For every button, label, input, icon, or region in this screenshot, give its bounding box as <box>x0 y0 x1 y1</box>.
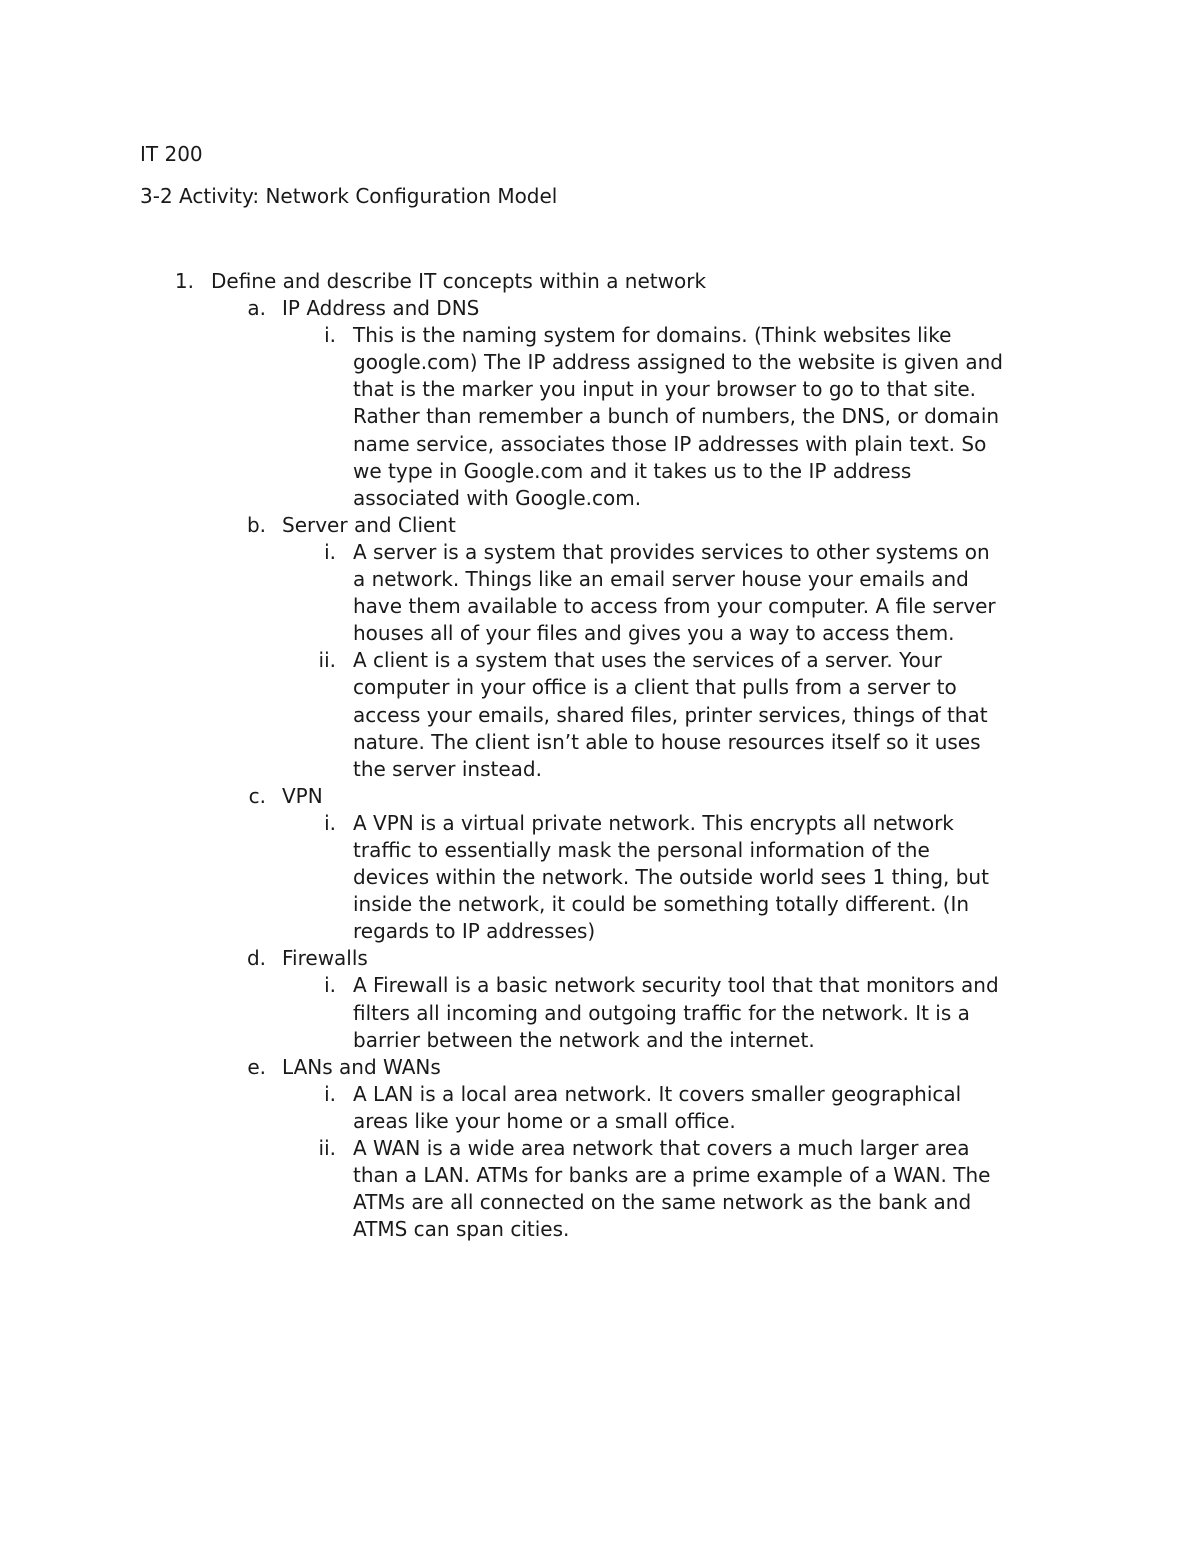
paragraph-line <box>0 1162 1200 1189</box>
paragraph-line <box>0 566 1200 593</box>
outline-subitem <box>0 295 1200 322</box>
paragraph-line <box>0 864 1200 891</box>
paragraph-line <box>0 1000 1200 1027</box>
paragraph-line <box>0 1081 1200 1108</box>
paragraph-text: areas like your home or a small office. <box>353 1108 736 1133</box>
paragraph-line <box>0 376 1200 403</box>
outline-point <box>0 810 1200 945</box>
paragraph-text: the server instead. <box>353 756 542 781</box>
paragraph-line <box>0 431 1200 458</box>
paragraph-line <box>0 485 1200 512</box>
outline-subitem <box>0 945 1200 972</box>
paragraph-line <box>0 322 1200 349</box>
paragraph-text: barrier between the network and the internet. <box>353 1027 815 1052</box>
paragraph-line <box>0 403 1200 430</box>
paragraph-text: A VPN is a virtual private network. This encrypts all network <box>353 810 954 835</box>
paragraph-text: we type in Google.com and it takes us to the IP address <box>353 458 912 483</box>
paragraph-line <box>0 1135 1200 1162</box>
paragraph-line <box>0 539 1200 566</box>
paragraph-text: Rather than remember a bunch of numbers, the DNS, or domain <box>353 404 1000 429</box>
outline-point <box>0 647 1200 782</box>
paragraph-text: houses all of your files and gives you a way to access them. <box>353 621 955 646</box>
paragraph-text: ATMS can span cities. <box>353 1217 570 1242</box>
outline-point <box>0 539 1200 647</box>
paragraph-text: than a LAN. ATMs for banks are a prime example of a WAN. The <box>353 1163 991 1188</box>
paragraph-text: A LAN is a local area network. It covers smaller geographical <box>353 1081 962 1106</box>
paragraph-text: google.com) The IP address assigned to the website is given and <box>353 350 1003 375</box>
outline-point <box>0 1135 1200 1243</box>
paragraph-text: name service, associates those IP addresses with plain text. So <box>353 431 987 456</box>
paragraph-line <box>0 702 1200 729</box>
outline-item-1-label: Define and describe IT concepts within a network <box>211 269 707 293</box>
paragraph-text: filters all incoming and outgoing traffic for the network. It is a <box>353 1000 970 1025</box>
course-code: IT 200 <box>140 142 203 166</box>
paragraph-line <box>0 1216 1200 1243</box>
list-marker: i. <box>324 810 336 835</box>
paragraph-text: computer in your office is a client that pulls from a server to <box>353 675 957 700</box>
outline-subitem-label: IP Address and DNS <box>282 296 480 321</box>
paragraph-text: A client is a system that uses the services of a server. Your <box>353 648 942 673</box>
outline-subitem <box>0 512 1200 539</box>
paragraph-line <box>0 674 1200 701</box>
paragraph-text: regards to IP addresses) <box>353 919 596 944</box>
paragraph-line <box>0 891 1200 918</box>
assignment-title: 3-2 Activity: Network Configuration Model <box>140 184 558 208</box>
list-marker: 1. <box>174 269 194 293</box>
outline-item-1 <box>0 268 1200 295</box>
outline-list <box>0 268 1200 1243</box>
paragraph-text: have them available to access from your computer. A file server <box>353 594 996 619</box>
paragraph-text: associated with Google.com. <box>353 485 642 510</box>
list-marker: ii. <box>318 1136 336 1160</box>
paragraph-line <box>0 593 1200 620</box>
list-marker: d. <box>246 946 266 971</box>
paragraph-line <box>0 729 1200 756</box>
paragraph-line <box>0 1108 1200 1135</box>
outline-subitem-label: VPN <box>282 783 323 808</box>
list-marker: i. <box>324 973 336 998</box>
paragraph-text: inside the network, it could be something totally different. (In <box>353 892 970 917</box>
outline-sections <box>0 295 1200 1243</box>
list-marker: c. <box>248 783 266 808</box>
outline-subitem <box>0 783 1200 810</box>
paragraph-text: nature. The client isn’t able to house resources itself so it uses <box>353 729 981 754</box>
outline-subitem <box>0 1054 1200 1081</box>
paragraph-text: devices within the network. The outside world sees 1 thing, but <box>353 865 989 890</box>
paragraph-line <box>0 620 1200 647</box>
outline-subitem-label: Server and Client <box>282 512 456 537</box>
paragraph-text: This is the naming system for domains. (Think websites like <box>353 323 952 348</box>
paragraph-text: A WAN is a wide area network that covers a much larger area <box>353 1136 970 1160</box>
paragraph-text: A server is a system that provides services to other systems on <box>353 539 990 564</box>
list-marker: b. <box>246 512 266 537</box>
list-marker: ii. <box>318 648 336 673</box>
outline-point <box>0 972 1200 1053</box>
paragraph-line <box>0 810 1200 837</box>
paragraph-line <box>0 972 1200 999</box>
outline-subitem-label: Firewalls <box>282 946 368 971</box>
paragraph-line <box>0 1189 1200 1216</box>
list-marker: a. <box>247 296 266 321</box>
outline-point <box>0 1081 1200 1135</box>
list-marker: i. <box>324 539 336 564</box>
paragraph-line <box>0 756 1200 783</box>
paragraph-text: A Firewall is a basic network security tool that that monitors and <box>353 973 999 998</box>
paragraph-line <box>0 1027 1200 1054</box>
paragraph-text: a network. Things like an email server house your emails and <box>353 567 969 592</box>
paragraph-text: access your emails, shared files, printer services, things of that <box>353 702 988 727</box>
paragraph-line <box>0 837 1200 864</box>
list-marker: i. <box>324 323 336 348</box>
paragraph-line <box>0 647 1200 674</box>
outline-point <box>0 322 1200 512</box>
paragraph-text: that is the marker you input in your browser to go to that site. <box>353 377 977 402</box>
outline-subitem-label: LANs and WANs <box>282 1054 441 1079</box>
list-marker: i. <box>324 1081 336 1106</box>
list-marker: e. <box>247 1054 266 1079</box>
paragraph-text: ATMs are all connected on the same network as the bank and <box>353 1190 972 1215</box>
paragraph-line <box>0 918 1200 945</box>
paragraph-text: traffic to essentially mask the personal information of the <box>353 837 930 862</box>
paragraph-line <box>0 349 1200 376</box>
paragraph-line <box>0 458 1200 485</box>
